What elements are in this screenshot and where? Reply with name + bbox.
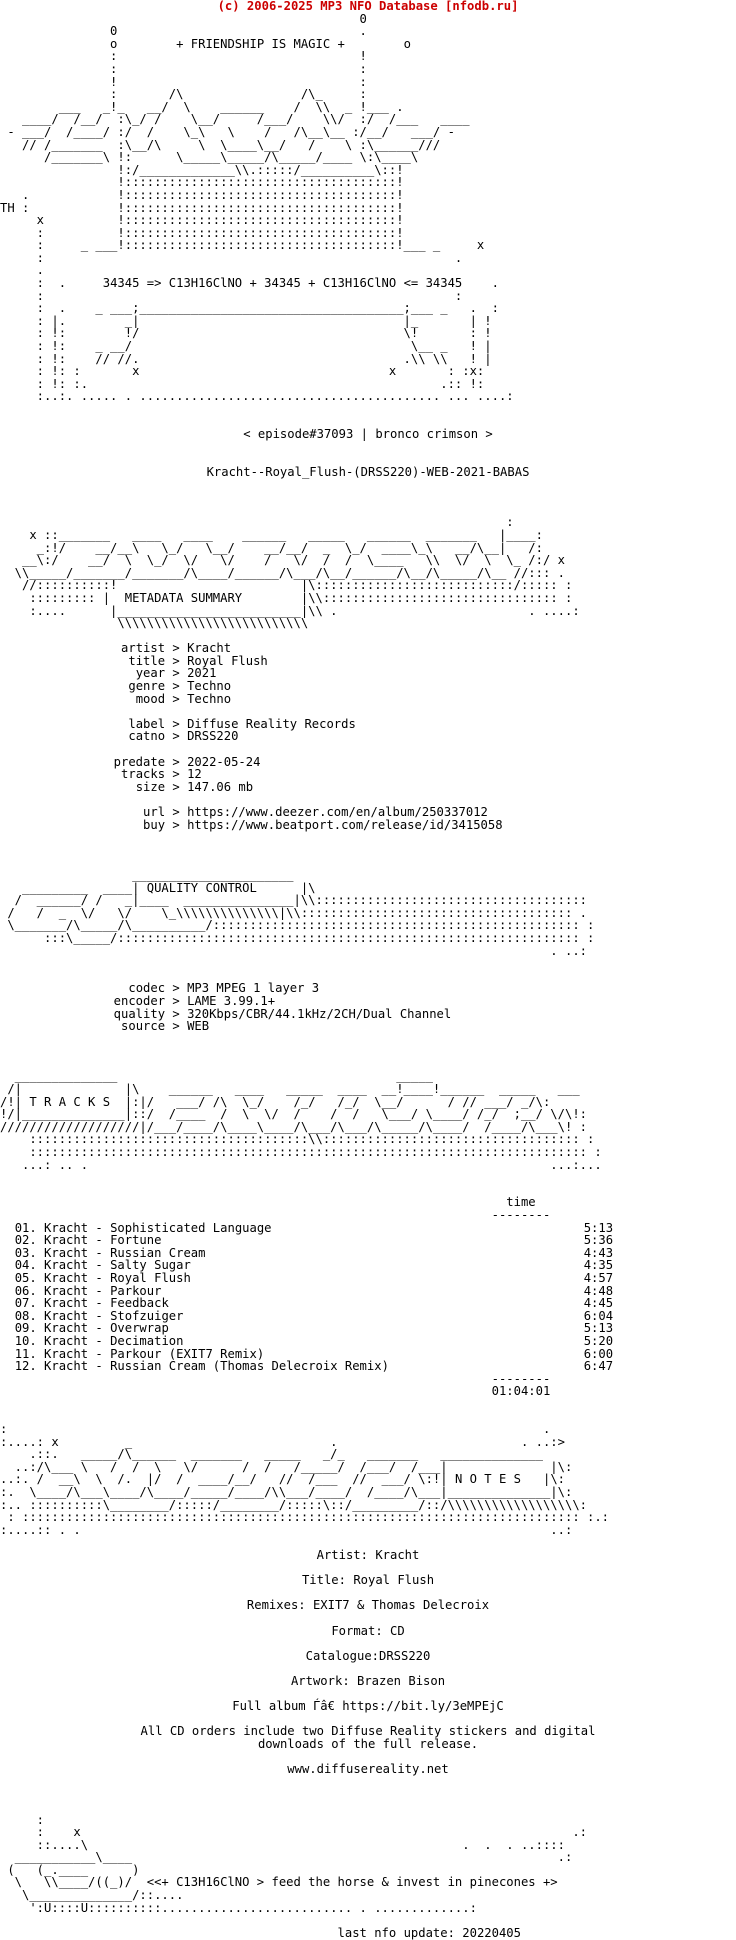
track-row: 10. Kracht - Decimation 5:20 <box>14 1333 614 1348</box>
quality-row: source > WEB <box>121 1019 210 1034</box>
meta-row: year > 2021 <box>135 666 217 681</box>
note-line: Catalogue:DRSS220 <box>305 1648 431 1663</box>
quality-banner: ______________________ _________ ____| QUALITY CONTROL |\ / ______/ / _|____ _______________|\\::::::::::::::::::::::::::::::::::::: / / _ \/ \/ \_\\\\\\\\\\\\\\|\\::::::::::::::::::::::::::::::::::::: . \_______/\_____/\__________/:::::::::::::::::::::::::::::::::::::::::::::::::: : :::\_____/::::::::::::::::::::::::::::::::::::::::::::::::::::::::::::::: : . ..: <box>0 867 595 958</box>
footer-slogan: <<+ C13H16ClNO > feed the horse & invest in pinecones +> <box>146 1875 558 1890</box>
tracks-rule-bottom: -------- <box>0 1371 551 1386</box>
note-line: downloads of the full release. <box>257 1736 479 1751</box>
tagline: + FRIENDSHIP IS MAGIC + <box>176 36 345 51</box>
quality-list <box>0 982 736 1032</box>
note-line: Artist: Kracht <box>316 1548 420 1563</box>
quality-row: encoder > LAME 3.99.1+ <box>113 993 276 1008</box>
note-line: Remixes: EXIT7 & Thomas Delecroix <box>246 1598 490 1613</box>
note-line-link[interactable]: Full album Ѓâ€ https://bit.ly/3eMPEjC <box>232 1699 504 1714</box>
metadata-list <box>0 642 736 831</box>
track-row: 12. Kracht - Russian Cream (Thomas Delecroix Remix) 6:47 <box>14 1359 614 1374</box>
track-row: 08. Kracht - Stofzuiger 6:04 <box>14 1308 614 1323</box>
total-time: 01:04:01 <box>491 1384 551 1399</box>
tracks-rule-top: -------- <box>0 1208 551 1222</box>
meta-row: predate > 2022-05-24 <box>113 754 261 769</box>
meta-row: tracks > 12 <box>121 767 202 782</box>
track-row: 06. Kracht - Parkour 4:48 <box>14 1283 614 1298</box>
quality-row: quality > 320Kbps/CBR/44.1kHz/2CH/Dual Channel <box>113 1006 452 1021</box>
meta-row: catno > DRSS220 <box>128 729 239 744</box>
meta-row: title > Royal Flush <box>128 653 268 668</box>
tracks-title: T R A C K S <box>29 1094 111 1109</box>
notes-title: N O T E S <box>454 1472 521 1487</box>
quality-row: codec > MP3 MPEG 1 layer 3 <box>128 981 320 996</box>
track-row: 09. Kracht - Overwrap 5:13 <box>14 1321 614 1336</box>
tracklist <box>0 1222 736 1373</box>
episode-line: < episode#37093 | bronco crimson > <box>243 427 493 442</box>
meta-row: genre > Techno <box>128 679 232 694</box>
formula: 34345 => C13H16ClNO + 34345 + C13H16ClNO <= 34345 <box>102 276 463 291</box>
top-logo-art: 0 0 . o + FRIENDSHIP IS MAGIC + o : ! : : ! : : /\ /\_ : ___ _!_ __/ \ ______ / \\ _ !___ . ____/ /__/ :\_/ / \__/ /___/ \\/ :/ /___ ____ - ___/ /____/ :/ / \_\ \ / /\__\__ :/__/ ___/ - // /_______ :\__/\ \ \____\__/ / \ :\______/// /_______\ !: \_____\_____/\_____/____ \:\____\ !:/_____________\\.:::::/__________\::! !:::::::::::::::::::::::::::::::::::::! . !:::::::::::::::::::::::::::::::::::::! TH : !:::::::::::::::::::::::::::::::::::::! x !:::::::::::::::::::::::::::::::::::::! : !:::::::::::::::::::::::::::::::::::::! : _ ___!:::::::::::::::::::::::::::::::::::::!___ _ x : . . : . 34345 => C13H16ClNO + 34345 + C13H16ClNO <= 34345 . : : : . _ ___;____________________________________;___ _ . : : |. _| |_ | ! : !: !/ \! : ! : !: _ __/ \__ _ ! | : !: // //. .\\ \\ ! | : !: : x x : :x: : !: :. .:: !: :..:. ..... . ......................................... ... ....: <box>0 11 514 404</box>
metadata-banner: : x ::_______ ____ ____ ______ _____ ______ _______ |____: _:!/ __/__\ \_/ \__/ __/__/ _ \_/ ____\_\ __/\__| /: __\:/ __/ \ \_/ \/ \/ / \/ / / \____ \\ \/ \ \_ /:/ x \\_____/_______/_______/\____/______/\___/\__/______/\__/\_____/\__ //::: . //::::::::::! |\:::::::::::::::::::::::::::/::::: : ::::::::: | METADATA SUMMARY |\\:::::::::::::::::::::::::::::::: : :.... |_________________________|\\ . . ....: \\\\\\\\\\\\\\\\\\\\\\\\\\ <box>0 515 580 631</box>
meta-row-buy[interactable]: buy > https://www.beatport.com/release/id/3415058 <box>143 817 503 832</box>
meta-row-url[interactable]: url > https://www.deezer.com/en/album/250337012 <box>143 805 488 819</box>
site-header: (c) 2006-2025 MP3 NFO Database [nfodb.ru] <box>217 0 519 13</box>
notes-banner: : . :....: x _ . . ..:> .::. _____/\______ _______ _____ _/_ _______ ______________ ..:/\___ \ / / \ \/ / / /_____/ /___/ /___| |\: ..:. / __\ \ /. |/ / ____/__/ // /___ // ___/ \:!| N O T E S |\: :. \____/\___\____/\____/_____/____/\\___/____/ /____/\___|______________|\: :.. ::::::::::\________/:::::/________/:::::\::/_________/::/\\\\\\\\\\\\\\\\\\: : :::::::::::::::::::::::::::::::::::::::::::::::::::::::::::::::::::::::::::: :.: :....:: . . ..: <box>0 1422 610 1537</box>
track-row: 05. Kracht - Royal Flush 4:57 <box>14 1270 614 1285</box>
note-line: Title: Royal Flush <box>301 1573 435 1588</box>
footer-art: : : x .: ::....\ . . . ..:::: ___________\____ .: ( (_.____ ) \ \\____/((_)/ <<+ C13H16ClNO > feed the horse & invest in pinecones +> \______________/::.... ':U::::U::::::::::.......................... . .............: <box>0 1812 587 1915</box>
note-line-website[interactable]: www.diffusereality.net <box>287 1762 449 1777</box>
track-row: 07. Kracht - Feedback 4:45 <box>14 1296 614 1311</box>
meta-row: size > 147.06 mb <box>135 779 254 794</box>
track-row: 02. Kracht - Fortune 5:36 <box>14 1233 614 1248</box>
notes-body <box>0 1549 736 1776</box>
track-row: 01. Kracht - Sophisticated Language 5:13 <box>14 1220 614 1235</box>
track-row: 04. Kracht - Salty Sugar 4:35 <box>14 1258 614 1273</box>
tracks-time-header: time <box>506 1195 536 1210</box>
note-line: All CD orders include two Diffuse Reality stickers and digital <box>140 1724 596 1739</box>
tracks-banner: ______________ _____ /| |\ ______ ____ _____ ____ __!____!______ _____ ___ /!| T R A C K S |:|/ ___/ /\ \_/ /_/ /_/ \__/ / // ___/ _/\: !/|______________|::/ /____ / \ \/ / / / \___/ \____/ /_/ ;__/ \/\!: ///////////////////|/___/____/\____\____/\___/\___/\_____/\____/ /____/\___\! : ::::::::::::::::::::::::::::::::::::::\\::::::::::::::::::::::::::::::::::: : :::::::::::::::::::::::::::::::::::::::::::::::::::::::::::::::::::::::::::: : ...: .. . ...:... <box>0 1069 602 1172</box>
track-row: 03. Kracht - Russian Cream 4:43 <box>14 1245 614 1260</box>
meta-row: mood > Techno <box>135 691 232 706</box>
meta-row: artist > Kracht <box>121 641 232 656</box>
quality-title: QUALITY CONTROL <box>146 880 257 895</box>
last-update: last nfo update: 20220405 <box>337 1925 521 1940</box>
track-row: 11. Kracht - Parkour (EXIT7 Remix) 6:00 <box>14 1346 614 1361</box>
note-line: Artwork: Brazen Bison <box>290 1673 446 1688</box>
metadata-title: METADATA SUMMARY <box>124 590 243 605</box>
note-line: Format: CD <box>331 1623 405 1638</box>
release-name: Kracht--Royal_Flush-(DRSS220)-WEB-2021-BABAS <box>206 464 530 479</box>
meta-row: label > Diffuse Reality Records <box>128 716 356 731</box>
